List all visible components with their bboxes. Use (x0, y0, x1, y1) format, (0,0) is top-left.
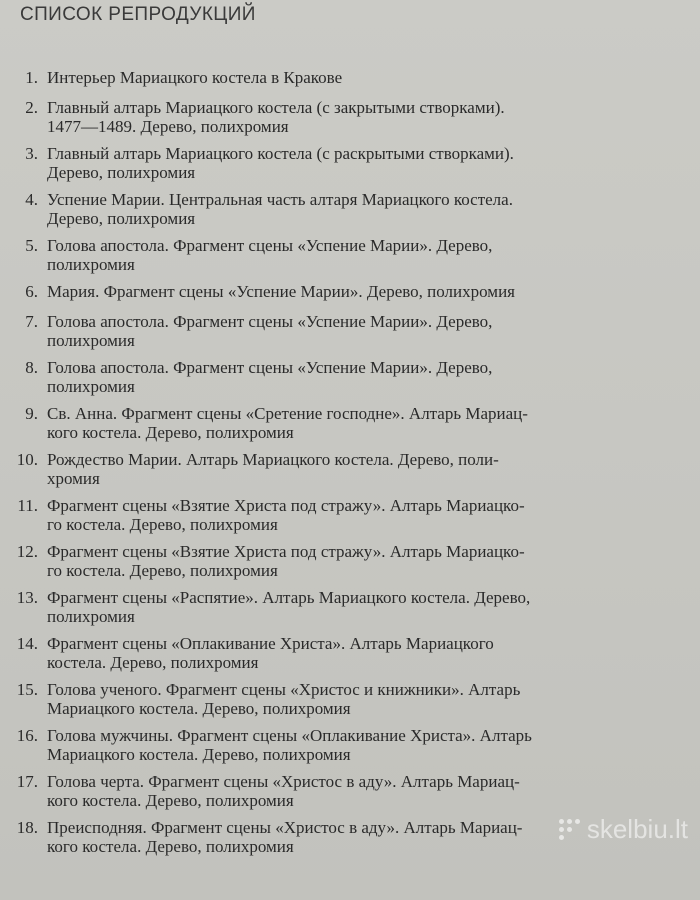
item-text-line-2: хромия (47, 469, 100, 488)
item-text-line-2: го костела. Дерево, полихромия (47, 561, 278, 580)
item-text-line-2: полихромия (47, 607, 135, 626)
list-item (0, 726, 700, 772)
item-text-line-2: полихромия (47, 255, 135, 274)
item-text-line-2: костела. Дерево, полихромия (47, 653, 259, 672)
item-text-line-1: Интерьер Мариацкого костела в Кракове (47, 68, 343, 87)
item-text-line-2: кого костела. Дерево, полихромия (47, 837, 294, 856)
item-text-line-1: Голова черта. Фрагмент сцены «Христос в аду». Алтарь Мариац- (47, 772, 520, 791)
item-number: 16. (16, 726, 38, 745)
item-text-line-1: Успение Марии. Центральная часть алтаря Мариацкого костела. (47, 190, 513, 209)
item-number: 10. (16, 450, 38, 469)
item-text-line-1: Мария. Фрагмент сцены «Успение Марии». Дерево, полихромия (47, 282, 515, 301)
item-text-line-1: Фрагмент сцены «Взятие Христа под стражу». Алтарь Мариацко- (47, 542, 525, 561)
item-text-line-2: го костела. Дерево, полихромия (47, 515, 278, 534)
item-text-line-2: Мариацкого костела. Дерево, полихромия (47, 745, 351, 764)
item-text-line-1: Преисподняя. Фрагмент сцены «Христос в аду». Алтарь Мариац- (47, 818, 523, 837)
list-item (0, 68, 700, 98)
item-text-line-1: Главный алтарь Мариацкого костела (с раскрытыми створками). (47, 144, 514, 163)
reproduction-list (0, 68, 700, 864)
list-item (0, 772, 700, 818)
page-title: СПИСОК РЕПРОДУКЦИЙ (20, 4, 256, 25)
item-number: 18. (16, 818, 38, 837)
item-text-line-2: Дерево, полихромия (47, 209, 196, 228)
item-number: 13. (16, 588, 38, 607)
item-number: 12. (16, 542, 38, 561)
item-text-line-1: Голова апостола. Фрагмент сцены «Успение Марии». Дерево, (47, 358, 493, 377)
list-item (0, 588, 700, 634)
item-number: 17. (16, 772, 38, 791)
list-item (0, 496, 700, 542)
watermark-text: skelbiu.lt (586, 814, 688, 844)
watermark (559, 814, 688, 845)
item-text-line-1: Голова ученого. Фрагмент сцены «Христос и книжники». Алтарь (47, 680, 521, 699)
item-number: 5. (25, 236, 38, 255)
list-item (0, 98, 700, 144)
list-item (0, 404, 700, 450)
watermark-logo-icon (559, 819, 581, 841)
item-number: 9. (25, 404, 38, 423)
list-item (0, 312, 700, 358)
list-item (0, 190, 700, 236)
item-number: 8. (25, 358, 38, 377)
item-text-line-2: Дерево, полихромия (47, 163, 196, 182)
item-text-line-1: Главный алтарь Мариацкого костела (с закрытыми створками). (47, 98, 505, 117)
item-number: 14. (16, 634, 38, 653)
item-text-line-1: Св. Анна. Фрагмент сцены «Сретение господне». Алтарь Мариац- (47, 404, 528, 423)
item-text-line-2: полихромия (47, 377, 135, 396)
list-item (0, 282, 700, 312)
list-item (0, 358, 700, 404)
item-text-line-1: Голова апостола. Фрагмент сцены «Успение Марии». Дерево, (47, 236, 493, 255)
item-text-line-2: полихромия (47, 331, 135, 350)
item-text-line-1: Фрагмент сцены «Распятие». Алтарь Мариацкого костела. Дерево, (47, 588, 531, 607)
item-number: 3. (25, 144, 38, 163)
item-number: 1. (25, 68, 38, 87)
list-item (0, 634, 700, 680)
list-item (0, 542, 700, 588)
item-text-line-2: 1477—1489. Дерево, полихромия (47, 117, 289, 136)
list-item (0, 144, 700, 190)
item-number: 15. (16, 680, 38, 699)
item-text-line-1: Рождество Марии. Алтарь Мариацкого костела. Дерево, поли- (47, 450, 499, 469)
item-text-line-2: Мариацкого костела. Дерево, полихромия (47, 699, 351, 718)
item-text-line-2: кого костела. Дерево, полихромия (47, 791, 294, 810)
item-number: 4. (25, 190, 38, 209)
item-number: 6. (25, 282, 38, 301)
list-item (0, 680, 700, 726)
list-item (0, 236, 700, 282)
item-text-line-1: Фрагмент сцены «Взятие Христа под стражу». Алтарь Мариацко- (47, 496, 525, 515)
item-text-line-1: Голова апостола. Фрагмент сцены «Успение Марии». Дерево, (47, 312, 493, 331)
item-number: 7. (25, 312, 38, 331)
item-text-line-2: кого костела. Дерево, полихромия (47, 423, 294, 442)
item-number: 2. (25, 98, 38, 117)
item-number: 11. (17, 496, 38, 515)
list-item (0, 450, 700, 496)
item-text-line-1: Голова мужчины. Фрагмент сцены «Оплакивание Христа». Алтарь (47, 726, 532, 745)
item-text-line-1: Фрагмент сцены «Оплакивание Христа». Алтарь Мариацкого (47, 634, 494, 653)
